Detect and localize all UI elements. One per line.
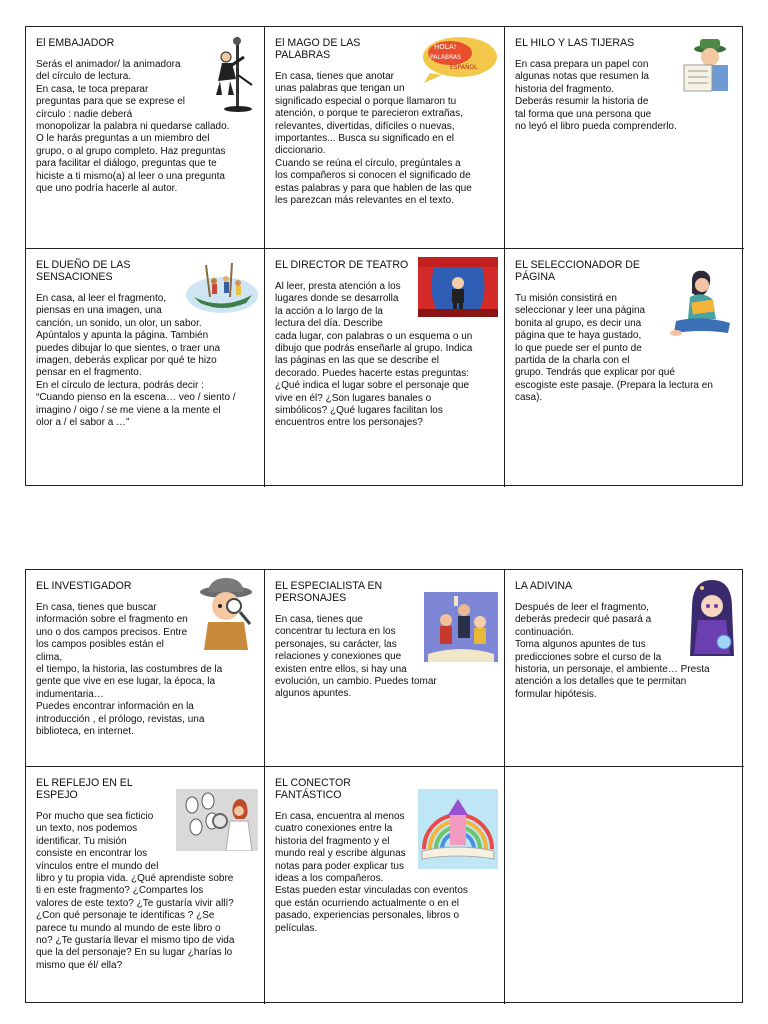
card-mago-palabras (265, 27, 505, 249)
card-title: LA ADIVINA (515, 580, 573, 592)
rainbow-castle-book-illustration (418, 789, 498, 869)
card-title: EL INVESTIGADOR (36, 580, 132, 592)
word-cloud-word: PALABRAS (430, 54, 461, 61)
boat-scene-illustration (186, 257, 258, 315)
card-director-teatro (265, 249, 505, 487)
card-conector-fantastico (265, 767, 505, 1004)
card-body: En casa, encuentra al menos cuatro conexiones entre la historia del fragmento y el mundo real y escribe algunas notas para poder explicar tus ideas a los compañeros. Estas pueden estar vinculadas con eventos que están ocurriendo actualmente o en el pasado, experiencias personales, libros o películas. (275, 811, 468, 934)
card-body: En casa, al leer el fragmento, piensas en una imagen, una canción, un sonido, un olor, un sabor. Apúntalos y apunta la página. También puedes dibujar lo que sientes, o traer una imagen, deberás explicar por qué te hizo pensar en el fragmento. En el círculo de lectura, podrás decir : “Cuando pienso en la escena… veo / siento / imagino / oigo / se me viene a la mente el olor a / el sabor a …” (36, 293, 236, 429)
word-cloud-illustration (420, 35, 498, 85)
word-cloud-word: ESPAÑOL (450, 64, 478, 71)
card-body: En casa, tienes que buscar información sobre el fragmento en uno o dos campos precisos. Entre los campos posibles están el clima, el tiempo, la historia, las costumbres de la gente que vive en ese lugar, la época, la indumentaria… Puedes encontrar información en la introducción , el prólogo, revistas, una biblioteca, en internet. (36, 602, 223, 738)
detective-illustration (196, 578, 258, 652)
role-cards-table-bottom (25, 569, 743, 1003)
reading-woman-illustration (662, 267, 738, 339)
card-body: En casa, tienes que concentrar tu lectura en los personajes, su carácter, las relaciones y conexiones que existen entre ellos, si hay una evolución, un cambio. Puedes tomar algunos apuntes. (275, 614, 437, 700)
card-body: Al leer, presta atención a los lugares donde se desarrolla la acción a lo largo de la lectura del día. Describe cada lugar, con palabras o un esquema o un dibujo que podrás enseñarle al grupo. Indica las páginas en las que se describe el decorado. Puedes hacerte estas preguntas: ¿Qué indica el lugar sobre el personaje que vive en él? ¿Son lugares banales o simbólicos? ¿Qué lugares facilitan los encuentros entre los personajes? (275, 281, 473, 429)
card-body: En casa, tienes que anotar unas palabras que tengan un significado especial o porque llamaron tu atención, o porque te parecieron extrañas, relevantes, divertidas, difíciles o nuevas, importantes... Busca su significado en el diccionario. Cuando se reúna el círculo, pregúntales a los compañeros si conocen el significado de estas palabras y para que hablen de las que les parezcan más relevantes en el texto. (275, 71, 472, 207)
card-title: EL HILO Y LAS TIJERAS (515, 37, 635, 49)
storybook-characters-illustration (424, 592, 498, 662)
card-reflejo-espejo (26, 767, 265, 1004)
word-cloud-word: HOLA! (434, 43, 457, 51)
ambassador-illustration (212, 35, 258, 113)
card-embajador (26, 27, 265, 249)
newspaper-reader-illustration (680, 35, 738, 93)
card-title: EL SELECCIONADOR DE PÁGINA (515, 259, 640, 283)
mirror-masks-illustration (176, 789, 258, 851)
card-hilo-tijeras (505, 27, 744, 249)
fortune-teller-illustration (684, 578, 738, 660)
role-cards-table-top (25, 26, 743, 486)
card-title: EL DIRECTOR DE TEATRO (275, 259, 409, 271)
card-title: EL ESPECIALISTA EN PERSONAJES (275, 580, 383, 604)
card-title: EL REFLEJO EN EL ESPEJO (36, 777, 133, 801)
card-adivina (505, 570, 744, 767)
card-title: El EMBAJADOR (36, 37, 115, 49)
card-body: Después de leer el fragmento, deberás predecir qué pasará a continuación. Toma algunos apuntes de tus predicciones sobre el curso de la historia, un personaje, el ambiente… Presta atención a los detalles que te permitan formular hipótesis. (515, 602, 710, 700)
card-investigador (26, 570, 265, 767)
card-body: Tu misión consistirá en seleccionar y leer una página bonita al grupo, es decir una página que te haya gustado, lo que puede ser el punto de partida de la charla con el grupo. Tendrás que explicar por qué escogiste este pasaje. (Prepara la lectura en casa). (515, 293, 713, 404)
card-seleccionador-pagina (505, 249, 744, 487)
empty-cell (505, 767, 744, 1004)
card-dueno-sensaciones (26, 249, 265, 487)
card-title: EL DUEÑO DE LAS SENSACIONES (36, 259, 131, 283)
card-title: El MAGO DE LAS PALABRAS (275, 37, 361, 61)
card-title: EL CONECTOR FANTÁSTICO (275, 777, 351, 801)
card-body: Por mucho que sea ficticio un texto, nos podemos identificar. Tu misión consiste en encontrar los vínculos entre el mundo del libro y tu propia vida. ¿Qué aprendiste sobre ti en este fragmento? ¿Compartes los valores de este texto? ¿Te gustaría vivir allí? ¿Con qué personaje te identificas ? ¿Se parece tu mundo al mundo de este libro o no? ¿Te gustaría llevar el mismo tipo de vida que la del personaje? En su lugar ¿harías lo mismo que él/ ella? (36, 811, 235, 971)
theater-stage-illustration (418, 257, 498, 317)
card-body: En casa prepara un papel con algunas notas que resumen la historia del fragmento. Deberás resumir la historia de tal forma que una persona que no leyó el libro pueda comprenderlo. (515, 59, 677, 133)
card-body: Serás el animador/ la animadora del círculo de lectura. En casa, te toca preparar preguntas para que se exprese el círculo : nadie deberá monopolizar la palabra ni quedarse callado. O le harás preguntas a un miembro del grupo, o al grupo completo. Haz preguntas para facilitar el diálogo, preguntas que te hiciste a ti mismo(a) al leer o una pregunta que uno podría hacerle al autor. (36, 59, 230, 195)
card-especialista-personajes (265, 570, 505, 767)
